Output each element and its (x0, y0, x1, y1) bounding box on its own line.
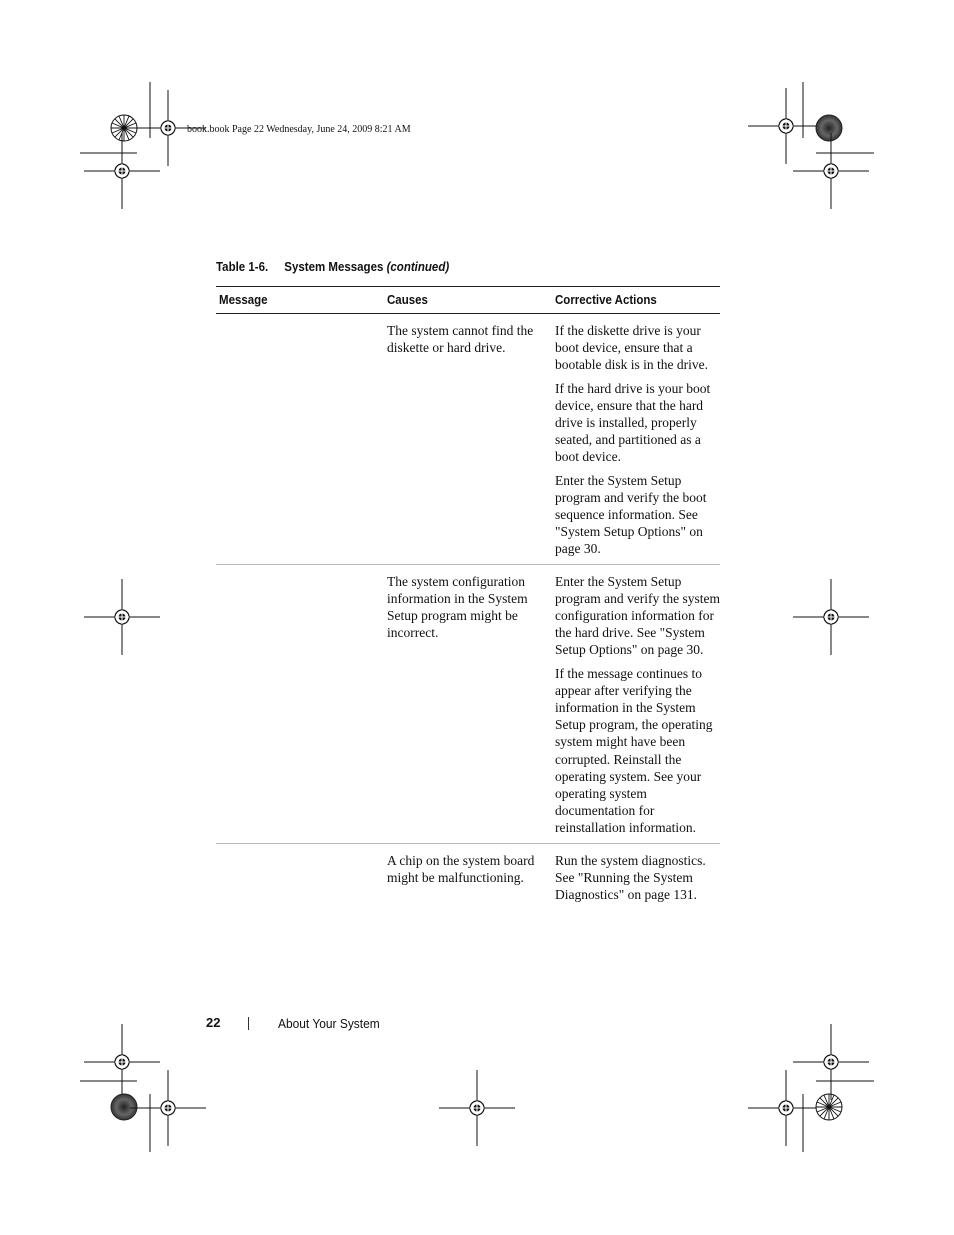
footer-section-title: About Your System (278, 1016, 380, 1031)
print-header-stamp: book.book Page 22 Wednesday, June 24, 2009 8:21 AM (187, 124, 411, 135)
table-row (216, 844, 720, 910)
table-label: Table 1-6. (216, 260, 269, 274)
table-header-row (216, 286, 720, 314)
action-text: Enter the System Setup program and verify the boot sequence information. See "System Setup Options" on page 30. (555, 472, 707, 557)
page-number: 22 (206, 1015, 221, 1030)
message-cell (216, 852, 384, 904)
table-row (216, 565, 720, 844)
action-text: Run the system diagnostics. See "Running the System Diagnostics" on page 131. (555, 852, 706, 903)
table-caption (216, 260, 449, 274)
cause-text: The system cannot find the diskette or hard drive. (387, 323, 534, 356)
action-text: Enter the System Setup program and verify the system configuration information for the hard drive. See "System Setup Options" on page 30. (555, 573, 720, 658)
action-text: If the hard drive is your boot device, ensure that the hard drive is installed, properly seated, and partitioned as a boot device. (555, 380, 711, 465)
table-row (216, 314, 720, 565)
actions-cell (552, 852, 720, 904)
cause-text: The system configuration information in the System Setup program might be incorrect. (387, 573, 528, 641)
table-title: System Messages (284, 260, 384, 274)
system-messages-table (216, 286, 720, 909)
header-message: Message (219, 293, 268, 307)
actions-cell (552, 322, 720, 558)
cause-text: A chip on the system board might be malfunctioning. (387, 852, 535, 885)
actions-cell (552, 573, 720, 837)
message-cell (216, 322, 384, 558)
cause-cell (384, 573, 552, 837)
cause-cell (384, 322, 552, 558)
action-text: If the diskette drive is your boot device, ensure that a bootable disk is in the drive. (555, 323, 708, 373)
message-cell (216, 573, 384, 837)
cause-cell (384, 852, 552, 904)
header-corrective-actions: Corrective Actions (555, 293, 657, 307)
action-text: If the message continues to appear after verifying the information in the System Setup program, the operating system might have been corrupted. Reinstall the operating system. See your operating system documentation for reinstallation information. (555, 665, 713, 836)
table-continued: (continued) (386, 260, 450, 274)
footer-divider (248, 1017, 249, 1030)
header-causes: Causes (387, 293, 428, 307)
